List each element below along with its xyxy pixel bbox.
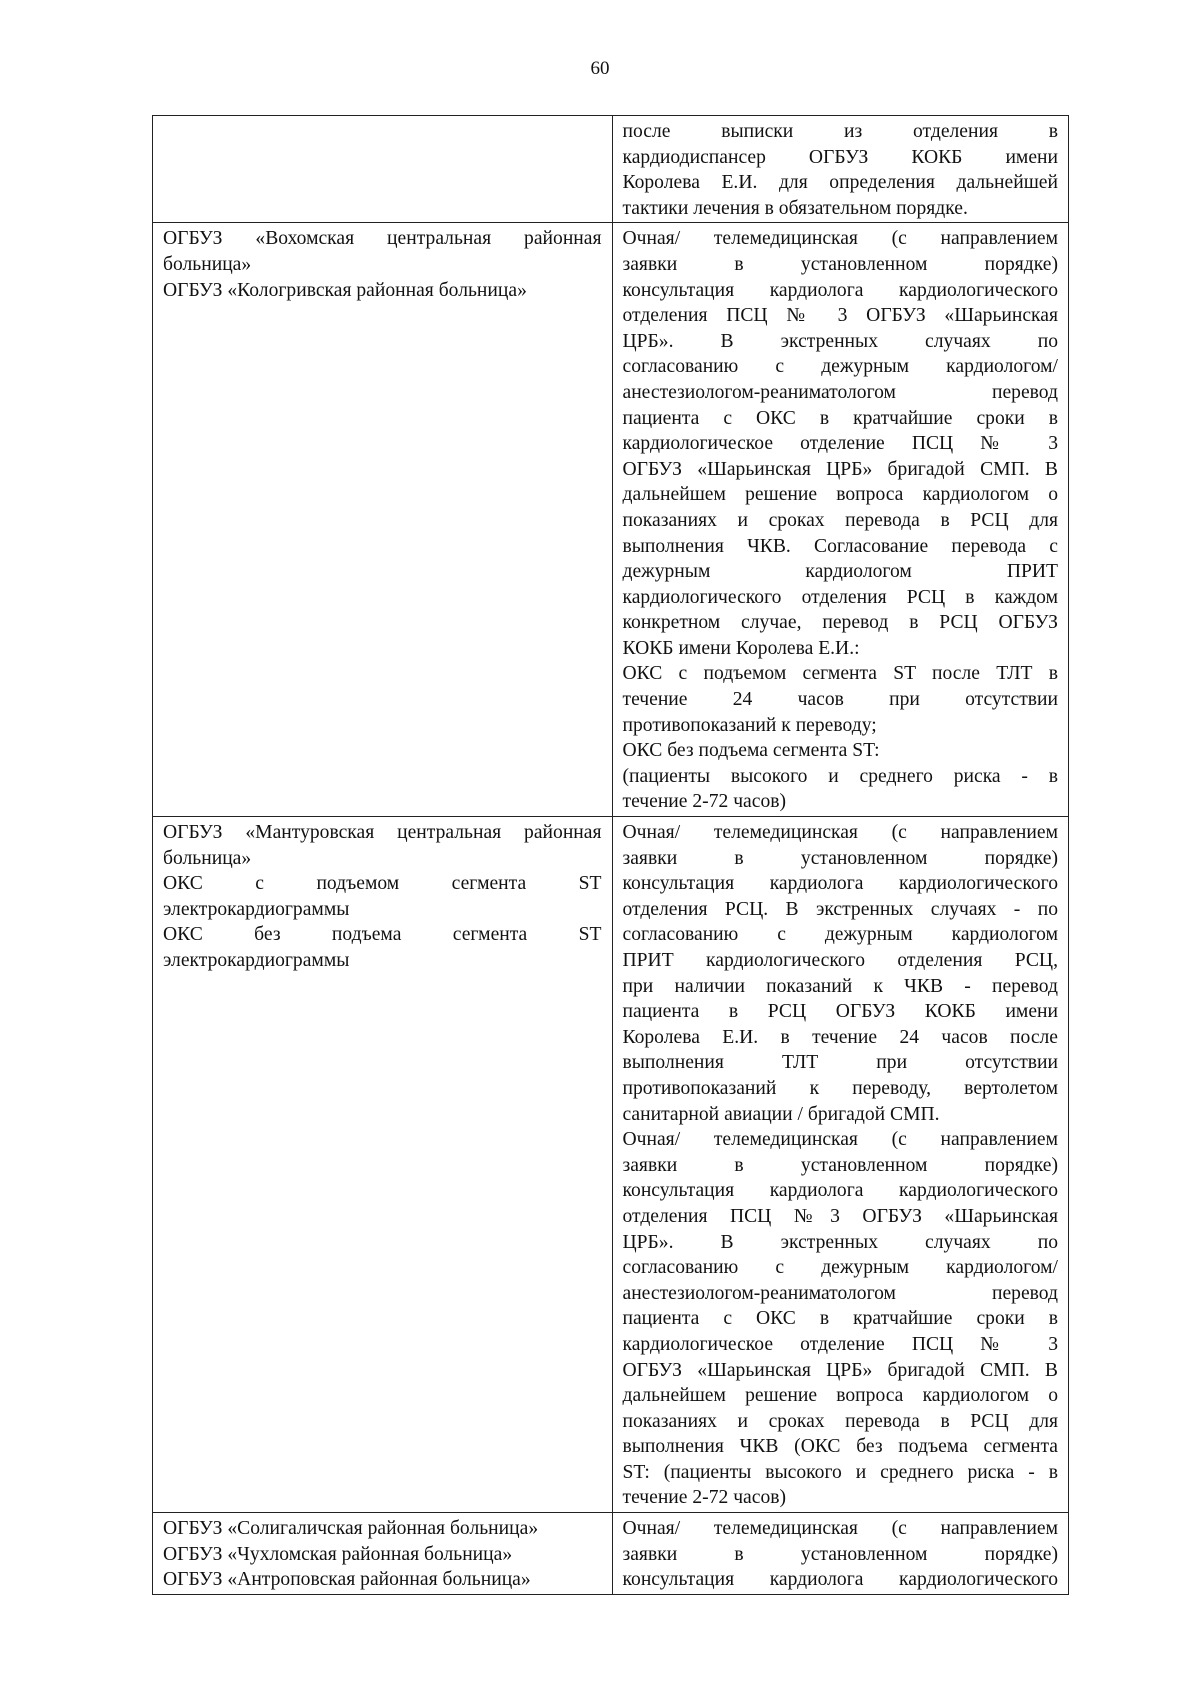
procedure-text-line: Королева Е.И. в течение 24 часов после — [622, 1026, 1058, 1048]
procedure-text-line: противопоказаний к переводу; — [622, 714, 877, 736]
procedure-text-line: при наличии показаний к ЧКВ - перевод — [622, 975, 1058, 997]
procedure-text-line: дежурным кардиологом ПРИТ — [622, 561, 1058, 583]
procedure-text-line: показаниях и сроках перевода в РСЦ для — [622, 1410, 1058, 1432]
institution-text-line: ОГБУЗ «Чухломская районная больница» — [163, 1543, 513, 1565]
institution-cell — [153, 1513, 613, 1595]
procedure-text-line: ОГБУЗ «Шарьинская ЦРБ» бригадой СМП. В — [622, 1359, 1058, 1381]
procedure-text-line: согласованию с дежурным кардиологом — [622, 924, 1058, 946]
procedure-text-line: Очная/ телемедицинская (с направлением — [622, 228, 1058, 250]
procedure-text-line: согласованию с дежурным кардиологом/ — [622, 1257, 1058, 1279]
institution-text-line: ОКС с подъемом сегмента ST — [163, 873, 602, 895]
table-body — [153, 116, 1069, 1595]
institution-text-line: ОКС без подъема сегмента ST — [163, 924, 602, 946]
procedure-text-line: выполнения ЧКВ. Согласование перевода с — [622, 535, 1058, 557]
procedure-text-line: консультация кардиолога кардиологического — [622, 873, 1058, 895]
procedure-text-line: заявки в установленном порядке) — [622, 1543, 1058, 1565]
institution-cell — [153, 223, 613, 817]
procedure-text-line: Королева Е.И. для определения дальнейшей — [622, 172, 1058, 194]
institution-cell — [153, 817, 613, 1513]
procedure-text-line: КОКБ имени Королева Е.И.: — [622, 637, 860, 659]
procedure-cell — [612, 116, 1069, 223]
procedure-text-line: консультация кардиолога кардиологического — [622, 279, 1058, 301]
procedure-text-line: консультация кардиолога кардиологического — [622, 1569, 1058, 1591]
page-number: 60 — [590, 58, 610, 79]
procedure-text-line: пациента с ОКС в кратчайшие сроки в — [622, 407, 1058, 429]
routing-table — [152, 115, 1069, 1595]
table-row — [153, 1513, 1069, 1595]
procedure-text-line: консультация кардиолога кардиологического — [622, 1180, 1058, 1202]
procedure-cell — [612, 817, 1069, 1513]
procedure-text-line: санитарной авиации / бригадой СМП. — [622, 1103, 940, 1125]
procedure-text-line: ST: (пациенты высокого и среднего риска - в — [622, 1461, 1058, 1483]
procedure-text-line: ОКС с подъемом сегмента ST после ТЛТ в — [622, 663, 1058, 685]
institution-text-line: больница» — [163, 847, 252, 869]
procedure-text-line: течение 2-72 часов) — [622, 1487, 787, 1509]
procedure-text-line: ЦРБ». В экстренных случаях по — [622, 330, 1058, 352]
institution-text-line: ОГБУЗ «Мантуровская центральная районная — [163, 822, 602, 844]
procedure-text-line: противопоказаний к переводу, вертолетом — [622, 1077, 1058, 1099]
procedure-text-line: отделения ПСЦ № 3 ОГБУЗ «Шарьинская — [622, 305, 1058, 327]
procedure-text-line: течение 2-72 часов) — [622, 791, 787, 813]
procedure-text-line: отделения РСЦ. В экстренных случаях - по — [622, 898, 1058, 920]
procedure-text-line: ЦРБ». В экстренных случаях по — [622, 1231, 1058, 1253]
table-row — [153, 223, 1069, 817]
procedure-text-line: отделения ПСЦ №3 ОГБУЗ «Шарьинская — [622, 1205, 1058, 1227]
table-row — [153, 116, 1069, 223]
procedure-cell — [612, 223, 1069, 817]
procedure-text-line: (пациенты высокого и среднего риска - в — [622, 765, 1058, 787]
procedure-text-line: согласованию с дежурным кардиологом/ — [622, 356, 1058, 378]
institution-text-line: ОГБУЗ «Солигаличская районная больница» — [163, 1518, 539, 1540]
procedure-text-line: Очная/ телемедицинская (с направлением — [622, 1518, 1058, 1540]
procedure-text-line: тактики лечения в обязательном порядке. — [622, 197, 968, 219]
procedure-text-line: заявки в установленном порядке) — [622, 253, 1058, 275]
procedure-text-line: кардиологического отделения РСЦ в каждом — [622, 586, 1058, 608]
institution-text-line: ОГБУЗ «Вохомская центральная районная — [163, 228, 602, 250]
procedure-text-line: анестезиологом-реаниматологом перевод — [622, 381, 1058, 403]
procedure-text-line: Очная/ телемедицинская (с направлением — [622, 1129, 1058, 1151]
procedure-text-line: заявки в установленном порядке) — [622, 847, 1058, 869]
procedure-text-line: анестезиологом-реаниматологом перевод — [622, 1282, 1058, 1304]
procedure-text-line: конкретном случае, перевод в РСЦ ОГБУЗ — [622, 612, 1058, 634]
procedure-text-line: показаниях и сроках перевода в РСЦ для — [622, 509, 1058, 531]
institution-text-line: электрокардиограммы — [163, 950, 350, 971]
procedure-text-line: заявки в установленном порядке) — [622, 1154, 1058, 1176]
procedure-text-line: кардиологическое отделение ПСЦ № 3 — [622, 1333, 1058, 1355]
institution-text-line: больница» — [163, 253, 252, 275]
table-row — [153, 817, 1069, 1513]
procedure-text-line: пациента в РСЦ ОГБУЗ КОКБ имени — [622, 1001, 1058, 1023]
procedure-cell — [612, 1513, 1069, 1595]
procedure-text-line: течение 24 часов при отсутствии — [622, 689, 1058, 711]
procedure-text-line: выполнения ЧКВ (ОКС без подъема сегмента — [622, 1436, 1058, 1458]
procedure-text-line: после выписки из отделения в — [622, 121, 1058, 142]
procedure-text-line: ОГБУЗ «Шарьинская ЦРБ» бригадой СМП. В — [622, 458, 1058, 480]
procedure-text-line: дальнейшем решение вопроса кардиологом о — [622, 1385, 1058, 1407]
institution-text-line: ОГБУЗ «Кологривская районная больница» — [163, 279, 527, 301]
procedure-text-line: дальнейшем решение вопроса кардиологом о — [622, 484, 1058, 506]
procedure-text-line: кардиодиспансер ОГБУЗ КОКБ имени — [622, 146, 1058, 168]
institution-text-line: ОГБУЗ «Антроповская районная больница» — [163, 1569, 531, 1591]
procedure-text-line: кардиологическое отделение ПСЦ № 3 — [622, 433, 1058, 455]
procedure-text-line: Очная/ телемедицинская (с направлением — [622, 822, 1058, 844]
institution-cell — [153, 116, 613, 223]
procedure-text-line: выполнения ТЛТ при отсутствии — [622, 1052, 1058, 1074]
procedure-text-line: ОКС без подъема сегмента ST: — [622, 740, 880, 762]
procedure-text-line: пациента с ОКС в кратчайшие сроки в — [622, 1308, 1058, 1330]
institution-text-line: электрокардиограммы — [163, 898, 350, 920]
procedure-text-line: ПРИТ кардиологического отделения РСЦ, — [622, 950, 1058, 971]
